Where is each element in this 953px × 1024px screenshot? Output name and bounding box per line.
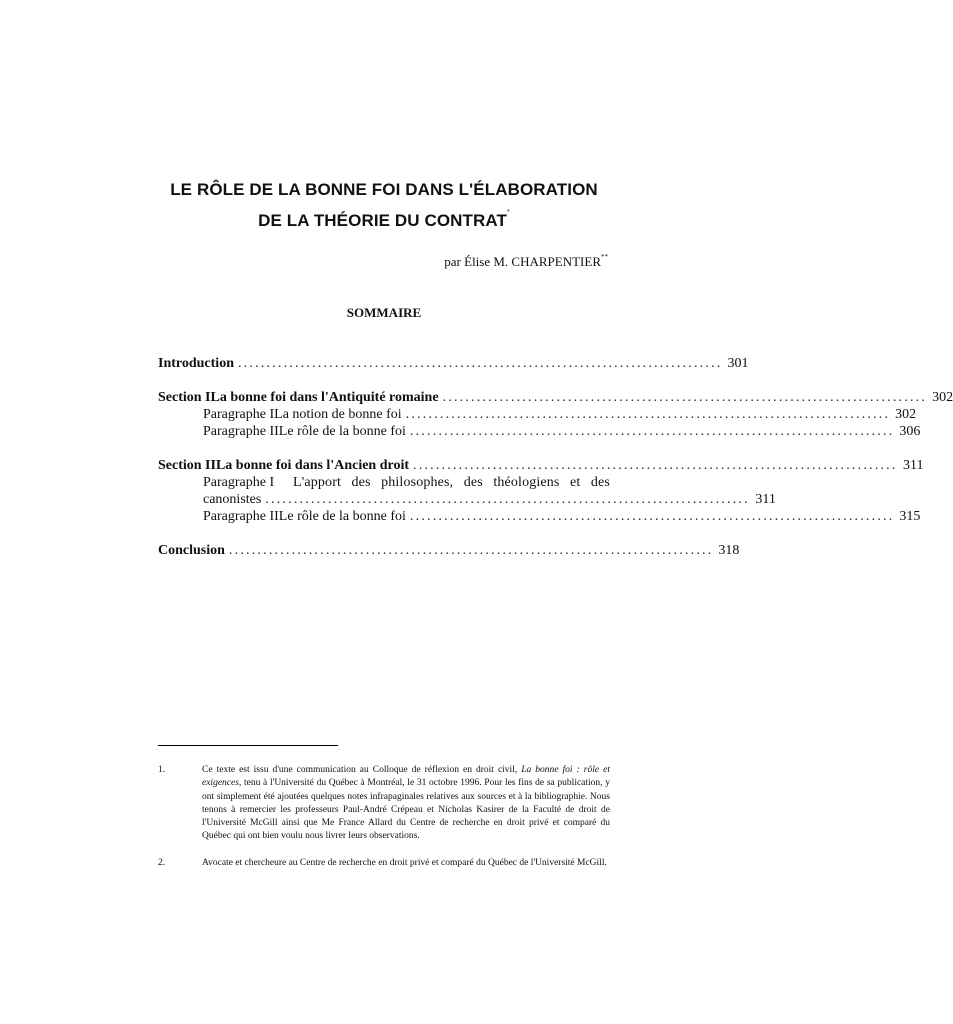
toc-section-title: La bonne foi dans l'Antiquité romaine bbox=[210, 390, 439, 405]
title-line-2 bbox=[0, 211, 768, 231]
toc-leader-dots: ..................................................................................... bbox=[265, 492, 750, 507]
sommaire-heading: SOMMAIRE bbox=[346, 305, 422, 320]
toc-leader-dots: ..................................................................................... bbox=[237, 356, 723, 371]
footnote-text-part: Ce texte est issu d'une communication au Colloque de réflexion en droit civil, bbox=[202, 765, 522, 775]
toc-page-number: 306 bbox=[899, 424, 921, 439]
toc-entry-label: Introduction bbox=[158, 356, 234, 371]
footnote-italic-title: La bonne foi : rôle et exigences bbox=[202, 765, 610, 789]
toc-page-number: 315 bbox=[899, 509, 921, 524]
title-line-1 bbox=[0, 180, 768, 200]
toc-row-section-2-paragraph-1-line-1 bbox=[158, 474, 610, 492]
footnote-text bbox=[202, 764, 610, 844]
footnote-separator bbox=[158, 745, 338, 746]
toc-row-section-2-paragraph-2 bbox=[158, 508, 921, 526]
toc-section-label: Section II bbox=[158, 458, 216, 473]
toc-paragraph-label: Paragraphe I bbox=[203, 475, 275, 490]
toc-paragraph-title: L'apport des philosophes, des théologiens et des bbox=[293, 475, 610, 490]
toc-paragraph-label: Paragraphe I bbox=[203, 407, 275, 422]
toc-row-introduction bbox=[158, 355, 749, 373]
toc-row-conclusion bbox=[158, 542, 740, 560]
title-line-1-text: LE RÔLE DE LA BONNE FOI DANS L'ÉLABORATION bbox=[170, 180, 598, 199]
toc-leader-dots: ..................................................................................... bbox=[413, 458, 898, 473]
author-byline bbox=[444, 254, 608, 270]
title-line-2-text: DE LA THÉORIE DU CONTRAT bbox=[258, 211, 508, 230]
toc-page-number: 318 bbox=[718, 543, 740, 558]
toc-row-section-1 bbox=[158, 389, 953, 407]
toc-paragraph-label: Paragraphe II bbox=[203, 424, 279, 439]
footnote-text-part: , tenu à l'Université du Québec à Montréal, le 31 octobre 1996. Pour les fins de sa publication, y ont simplement été ajoutées quelques notes infrapaginales relatives aux sources et à la bibliographie. Nous tenons à remercier les professeurs Paul-André Crépeau et Nicholas Kasirer de la Faculté de droit de l'Université McGill ainsi que Me France Allard du Centre de recherche en droit privé et comparé du Québec qui ont bien voulu nous livrer leurs observations. bbox=[202, 778, 610, 842]
title-footnote-marker: * bbox=[507, 209, 510, 216]
toc-row-section-2-paragraph-1-line-2 bbox=[158, 491, 776, 509]
toc-row-section-2 bbox=[158, 457, 924, 475]
footnote-number: 2. bbox=[158, 858, 166, 868]
author-footnote-marker: ** bbox=[601, 253, 608, 261]
toc-page-number: 302 bbox=[895, 407, 917, 422]
toc-page-number: 311 bbox=[755, 492, 776, 507]
footnote-number: 1. bbox=[158, 765, 166, 775]
toc-leader-dots: ..................................................................................... bbox=[409, 424, 895, 439]
footnote-text: Avocate et chercheure au Centre de recherche en droit privé et comparé du Québec de l'Université McGill. bbox=[202, 858, 607, 868]
toc-page-number: 311 bbox=[903, 458, 924, 473]
toc-leader-dots: ..................................................................................... bbox=[405, 407, 891, 422]
toc-paragraph-title-continued: canonistes bbox=[203, 492, 262, 507]
toc-entry-label: Conclusion bbox=[158, 543, 225, 558]
toc-paragraph-title: La notion de bonne foi bbox=[274, 407, 402, 422]
toc-page-number: 301 bbox=[727, 356, 749, 371]
toc-page-number: 302 bbox=[932, 390, 953, 405]
toc-leader-dots: ..................................................................................... bbox=[409, 509, 895, 524]
author-name: par Élise M. CHARPENTIER bbox=[444, 254, 601, 269]
toc-paragraph-title: Le rôle de la bonne foi bbox=[278, 509, 406, 524]
toc-section-label: Section I bbox=[158, 390, 211, 405]
toc-section-title: La bonne foi dans l'Ancien droit bbox=[215, 458, 410, 473]
toc-leader-dots: ..................................................................................... bbox=[228, 543, 714, 558]
toc-row-section-1-paragraph-2 bbox=[158, 423, 921, 441]
toc-paragraph-title: Le rôle de la bonne foi bbox=[278, 424, 406, 439]
toc-row-section-1-paragraph-1 bbox=[158, 406, 917, 424]
toc-leader-dots: ..................................................................................... bbox=[442, 390, 928, 405]
toc-paragraph-label: Paragraphe II bbox=[203, 509, 279, 524]
